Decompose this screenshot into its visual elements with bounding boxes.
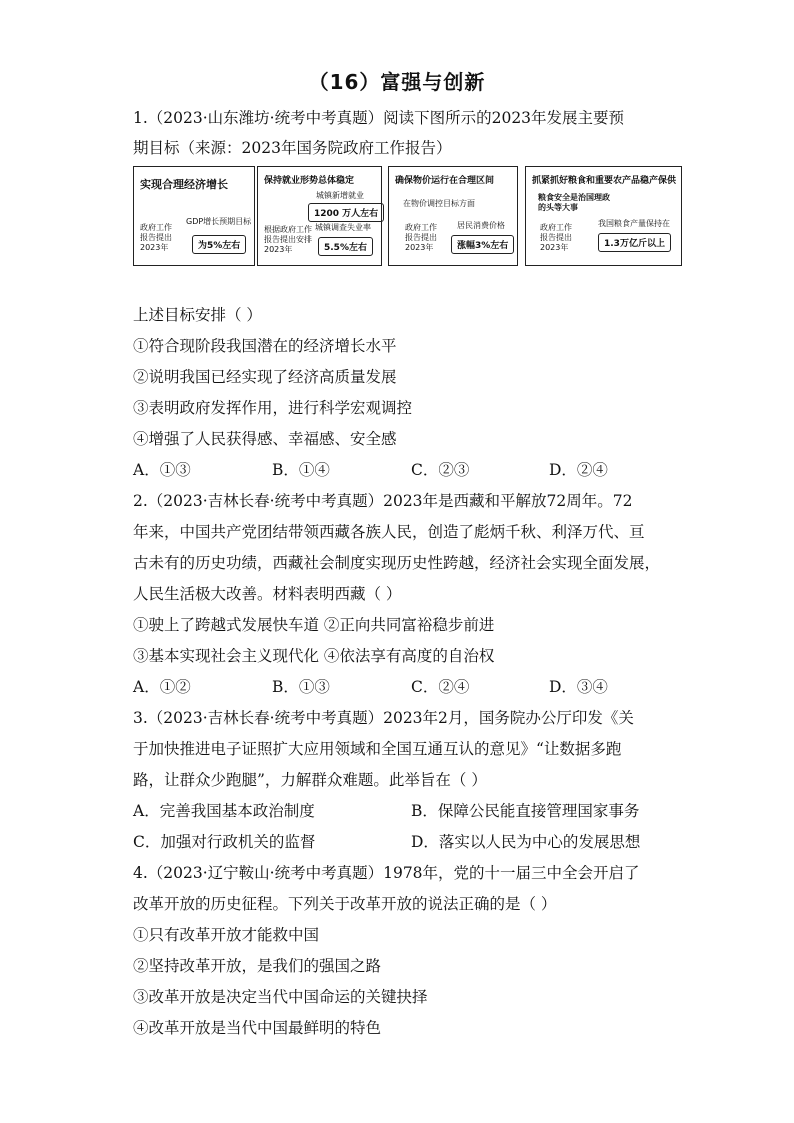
q4-item-2: ②坚持改革开放，是我们的强国之路 [133,957,382,975]
panel-source-text: 根据政府工作 报告提出安排 2023年 [264,225,312,254]
panel-title: 抓紧抓好粮食和重要农产品稳产保供 [532,176,677,186]
figure-panel-growth [133,166,255,266]
panel-label: 我国粮食产量保持在 [598,219,670,228]
q2-option-c[interactable]: C．②④ [411,678,470,696]
q4-item-3: ③改革开放是决定当代中国命运的关键抉择 [133,988,428,1006]
panel-subtitle: 在物价调控目标方面 [403,199,475,208]
q2-stem-line-1: 2.（2023·吉林长春·统考中考真题）2023年是西藏和平解放72周年。72 [133,492,633,510]
page-title: （16）富强与创新 [308,70,486,94]
q1-stem-line-2: 期目标（来源：2023年国务院政府工作报告） [133,139,452,157]
q4-item-1: ①只有改革开放才能救中国 [133,926,320,944]
q1-question: 上述目标安排（ ） [133,306,262,324]
q1-target-figure [133,166,682,266]
q3-stem-line-1: 3.（2023·吉林长春·统考中考真题）2023年2月，国务院办公厅印发《关 [133,709,634,727]
panel-label: 居民消费价格 [457,221,505,230]
q2-option-b[interactable]: B．①③ [272,678,330,696]
panel-source-text: 政府工作 报告提出 2023年 [140,223,172,252]
panel-target-box: 涨幅3%左右 [451,235,514,254]
q2-items-line-1: ①驶上了跨越式发展快车道 ②正向共同富裕稳步前进 [133,616,495,634]
panel-title: 保持就业形势总体稳定 [264,176,355,186]
q2-option-d[interactable]: D．③④ [549,678,608,696]
panel-title: 确保物价运行在合理区间 [395,176,495,186]
q2-items-line-2: ③基本实现社会主义现代化 ④依法享有高度的自治权 [133,647,495,665]
q1-item-2: ②说明我国已经实现了经济高质量发展 [133,368,397,386]
q2-stem-line-2: 年来，中国共产党团结带领西藏各族人民，创造了彪炳千秋、利泽万代、亘 [133,523,645,541]
panel-target-box-top: 1200 万人左右 [308,203,384,222]
q2-stem-line-4: 人民生活极大改善。材料表明西藏（ ） [133,585,402,603]
panel-source-text: 政府工作 报告提出 2023年 [405,223,437,252]
q1-item-4: ④增强了人民获得感、幸福感、安全感 [133,430,397,448]
panel-target-box-bottom: 5.5%左右 [318,237,373,256]
panel-title: 实现合理经济增长 [140,178,228,191]
figure-panel-prices [388,166,518,266]
q1-option-d[interactable]: D．②④ [549,461,608,479]
q1-item-1: ①符合现阶段我国潜在的经济增长水平 [133,337,397,355]
q1-option-a[interactable]: A．①③ [133,461,191,479]
q3-option-a[interactable]: A．完善我国基本政治制度 [133,802,315,820]
panel-label-bottom: 城镇调查失业率 [315,223,371,232]
q3-option-b[interactable]: B．保障公民能直接管理国家事务 [411,802,640,820]
q2-option-a[interactable]: A．①② [133,678,191,696]
panel-source-text: 政府工作 报告提出 2023年 [540,223,572,252]
q4-stem-line-1: 4.（2023·辽宁鞍山·统考中考真题）1978年，党的十一届三中全会开启了 [133,864,640,882]
q1-option-c[interactable]: C．②③ [411,461,470,479]
panel-target-box: 1.3万亿斤以上 [598,233,671,252]
q4-stem-line-2: 改革开放的历史征程。下列关于改革开放的说法正确的是（ ） [133,895,557,913]
panel-target-box: 为5%左右 [192,235,246,254]
q2-stem-line-3: 古未有的历史功绩，西藏社会制度实现历史性跨越，经济社会实现全面发展， [133,554,661,572]
panel-label: GDP增长预期目标 [186,217,252,226]
q1-option-b[interactable]: B．①④ [272,461,330,479]
q3-stem-line-2: 于加快推进电子证照扩大应用领域和全国互通互认的意见》“让数据多跑 [133,740,622,758]
panel-label-top: 城镇新增就业 [316,191,364,200]
figure-panel-employment [257,166,382,266]
figure-panel-grain [525,166,682,266]
panel-subtitle: 粮食安全是治国理政 的头等大事 [538,193,610,212]
q1-item-3: ③表明政府发挥作用，进行科学宏观调控 [133,399,413,417]
q4-item-4: ④改革开放是当代中国最鲜明的特色 [133,1019,382,1037]
q3-stem-line-3: 路，让群众少跑腿”，力解群众难题。此举旨在（ ） [133,771,487,789]
q3-option-c[interactable]: C．加强对行政机关的监督 [133,833,316,851]
q1-stem-line-1: 1.（2023·山东潍坊·统考中考真题）阅读下图所示的2023年发展主要预 [133,109,625,127]
q3-option-d[interactable]: D．落实以人民为中心的发展思想 [411,833,641,851]
